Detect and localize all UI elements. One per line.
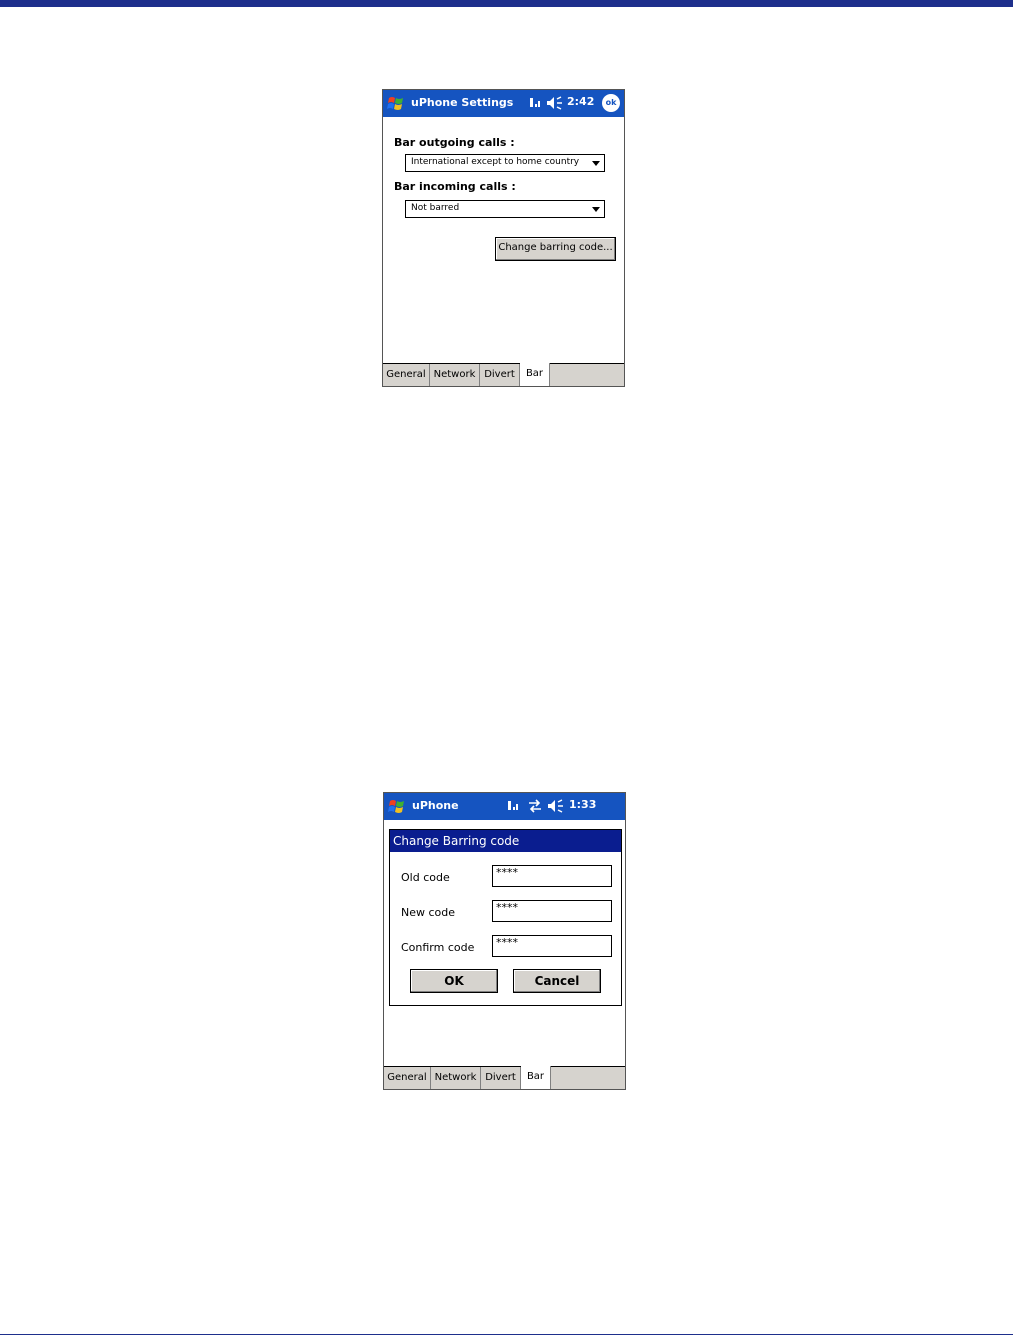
app-title: uPhone Settings — [411, 96, 514, 109]
outgoing-calls-dropdown[interactable] — [405, 154, 605, 172]
speaker-icon[interactable] — [547, 798, 565, 814]
outgoing-label: Bar outgoing calls : — [394, 136, 515, 149]
tab-divert[interactable]: Divert — [481, 1067, 521, 1089]
old-code-label: Old code — [401, 871, 450, 884]
old-code-field[interactable]: **** — [492, 865, 612, 887]
tab-bar-active[interactable]: Bar — [521, 1066, 551, 1089]
page-header-rule — [0, 0, 1013, 7]
clock[interactable]: 2:42 — [567, 95, 595, 108]
windows-start-icon[interactable] — [385, 93, 407, 115]
connection-icon[interactable] — [527, 798, 543, 814]
windows-start-icon[interactable] — [386, 796, 408, 818]
ok-button[interactable]: OK — [410, 969, 498, 993]
tab-network[interactable]: Network — [431, 1067, 481, 1089]
cancel-button[interactable]: Cancel — [513, 969, 601, 993]
change-barring-code-dialog — [389, 829, 622, 1006]
confirm-code-field[interactable]: **** — [492, 935, 612, 957]
tab-general[interactable]: General — [383, 364, 430, 386]
speaker-icon[interactable] — [546, 95, 564, 111]
tab-bar — [383, 363, 624, 386]
incoming-value: Not barred — [411, 203, 460, 213]
chevron-down-icon — [592, 161, 600, 166]
ok-button[interactable]: ok — [602, 94, 620, 112]
app-title: uPhone — [412, 799, 459, 812]
dialog-title: Change Barring code — [390, 830, 621, 852]
outgoing-value: International except to home country — [411, 157, 580, 167]
tab-bar — [384, 1066, 625, 1089]
clock[interactable]: 1:33 — [569, 798, 597, 811]
confirm-code-label: Confirm code — [401, 941, 475, 954]
new-code-field[interactable]: **** — [492, 900, 612, 922]
chevron-down-icon — [592, 207, 600, 212]
title-bar — [384, 793, 625, 820]
uphone-dialog-screen — [383, 792, 626, 1090]
tab-network[interactable]: Network — [430, 364, 480, 386]
uphone-settings-screen — [382, 89, 625, 387]
new-code-label: New code — [401, 906, 456, 919]
signal-icon[interactable] — [528, 95, 542, 111]
incoming-calls-dropdown[interactable] — [405, 200, 605, 218]
tab-bar-active[interactable]: Bar — [520, 363, 550, 386]
tab-general[interactable]: General — [384, 1067, 431, 1089]
change-barring-code-button[interactable]: Change barring code... — [495, 237, 616, 261]
page-footer-rule — [0, 1334, 1013, 1335]
incoming-label: Bar incoming calls : — [394, 180, 516, 193]
signal-icon[interactable] — [506, 798, 520, 814]
title-bar — [383, 90, 624, 117]
tab-divert[interactable]: Divert — [480, 364, 520, 386]
